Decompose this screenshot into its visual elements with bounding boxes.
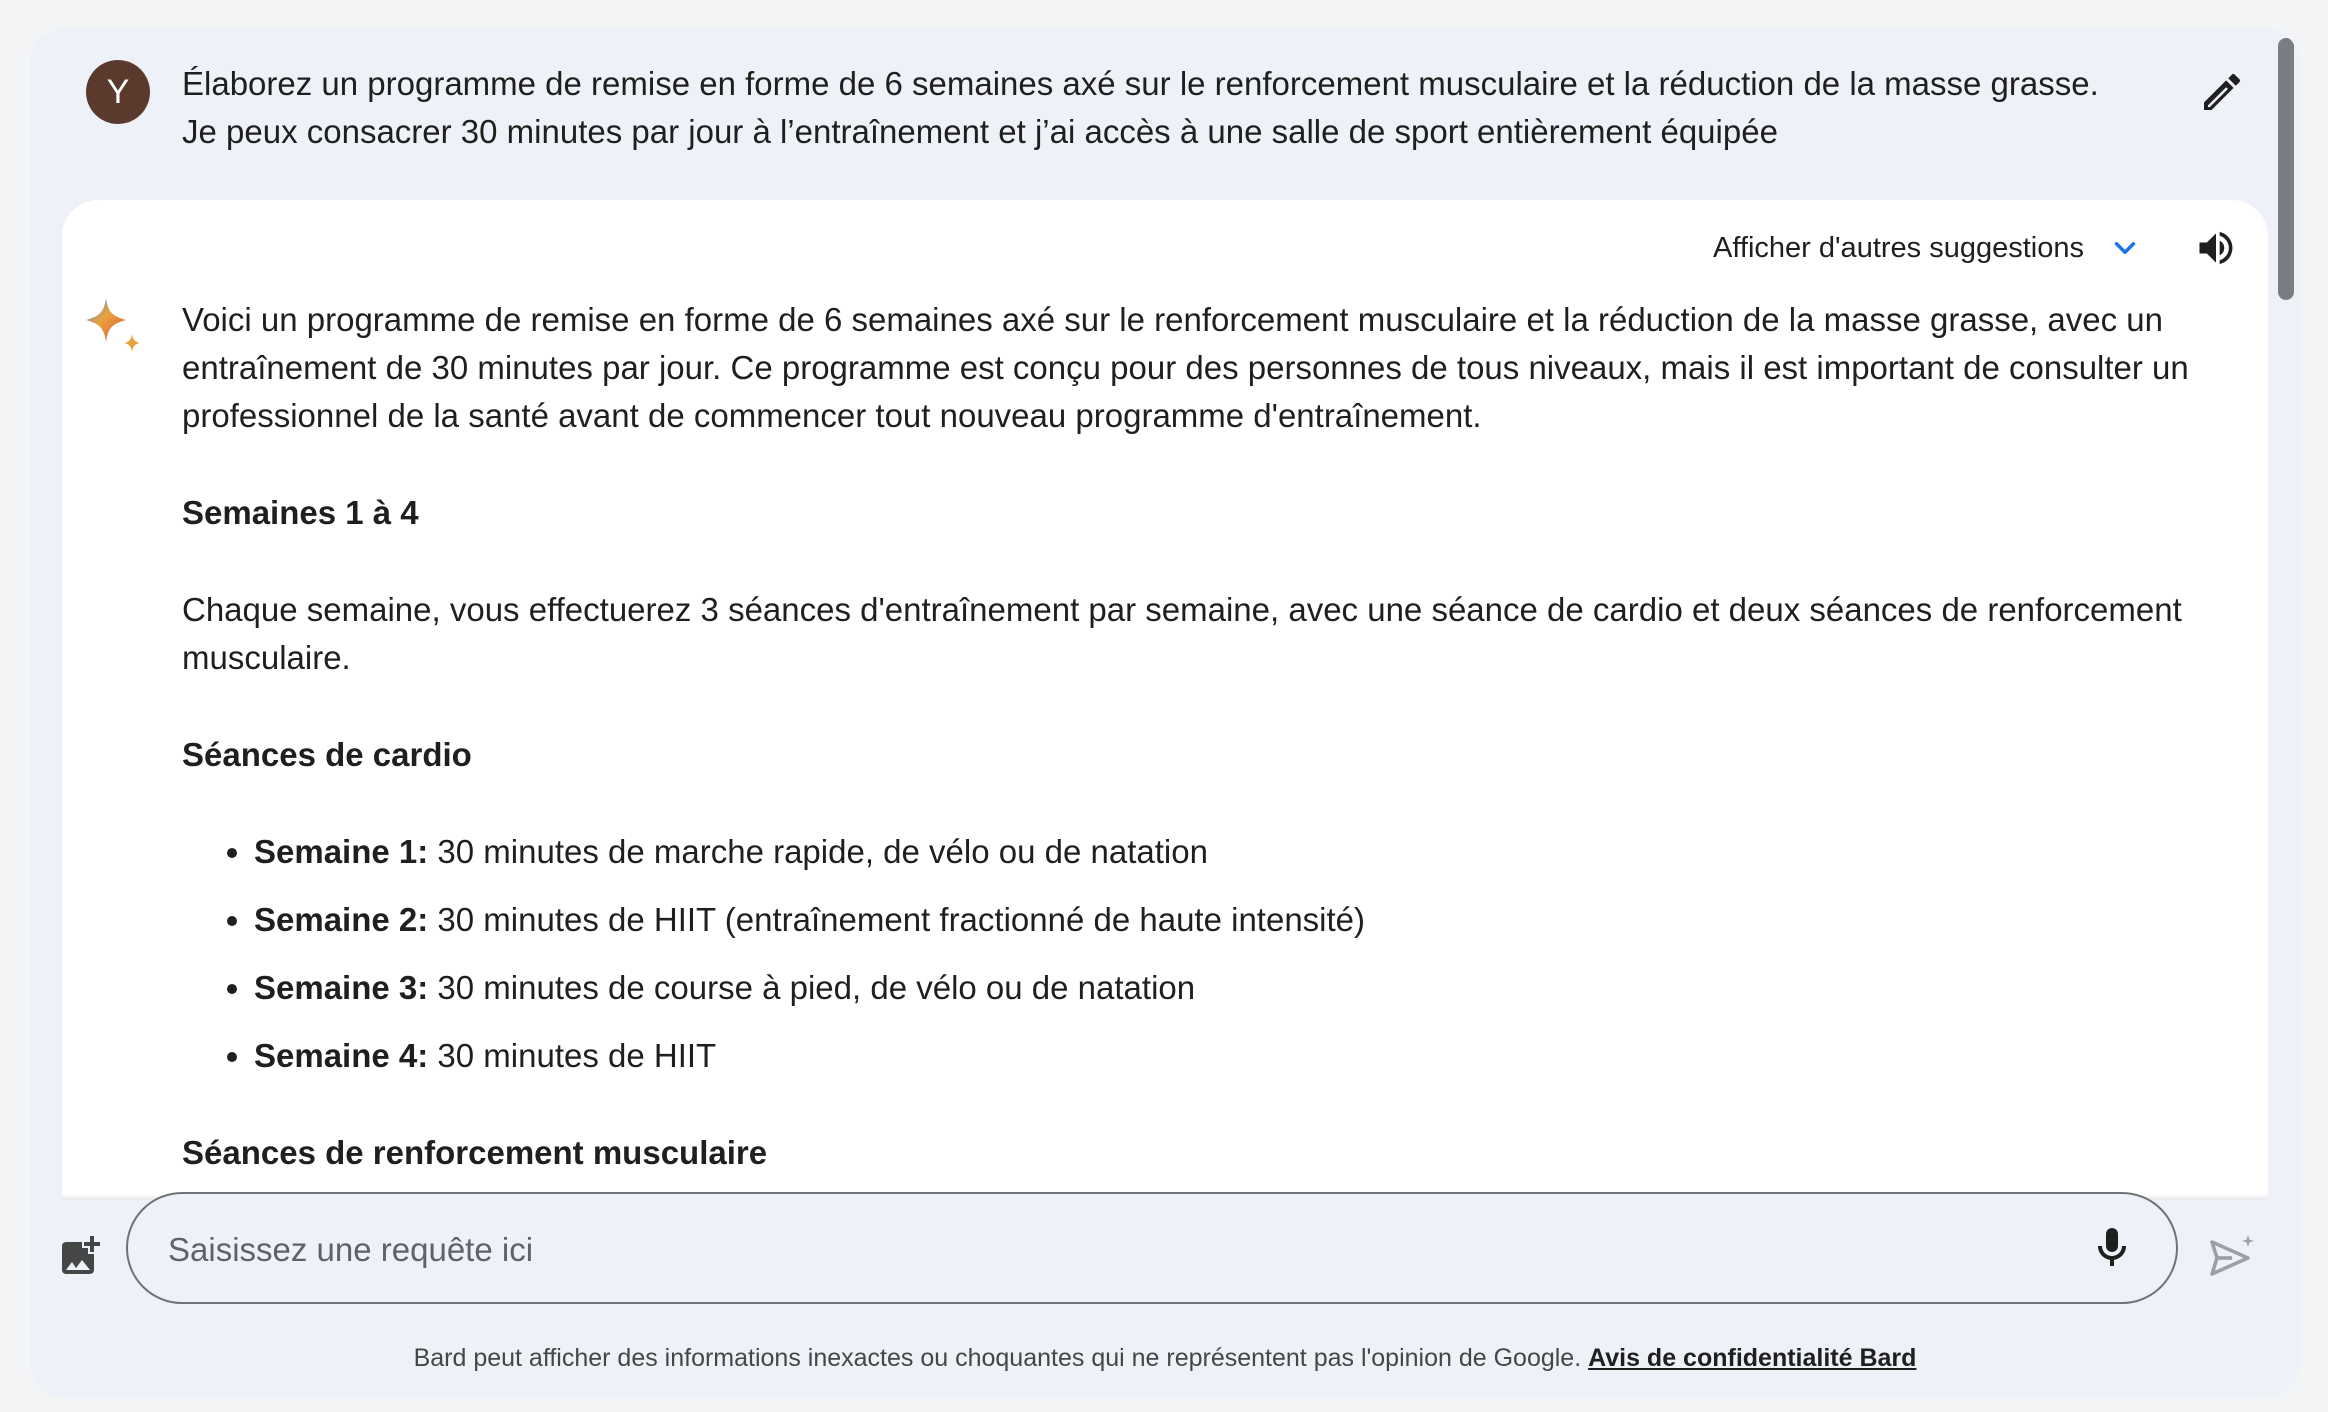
privacy-link[interactable]: Avis de confidentialité Bard [1588,1344,1917,1372]
list-item-text: 30 minutes de HIIT (entraînement fractionné de haute intensité) [428,901,1366,938]
list-item-week: Semaine 1: [254,833,429,870]
user-avatar[interactable]: Y [86,60,150,124]
chevron-down-icon [2108,231,2142,265]
other-suggestions-button[interactable] [1713,228,2142,268]
list-item [254,964,2242,1012]
list-item [254,896,2242,944]
prompt-input-area [30,1192,2300,1322]
section-heading-strength: Séances de renforcement musculaire [182,1134,768,1171]
prompt-input-box[interactable] [126,1192,2178,1304]
response-card [62,200,2268,1200]
user-message [86,60,2246,210]
list-item-text: 30 minutes de HIIT [428,1037,717,1074]
list-item-text: 30 minutes de course à pied, de vélo ou de natation [428,969,1196,1006]
edit-icon [2198,68,2246,116]
speaker-icon [2194,226,2238,270]
edit-prompt-button[interactable] [2198,68,2246,116]
upload-image-button[interactable] [56,1232,104,1280]
response-body [182,296,2242,1200]
prompt-input[interactable] [166,1220,2050,1280]
list-item-week: Semaine 2: [254,901,429,938]
sparkle-icon [82,296,146,360]
section-heading-weeks: Semaines 1 à 4 [182,494,419,531]
voice-input-button[interactable] [2088,1224,2136,1272]
list-item [254,828,2242,876]
send-button[interactable] [2206,1232,2258,1284]
other-suggestions-label: Afficher d'autres suggestions [1713,231,2084,264]
list-item-week: Semaine 3: [254,969,429,1006]
cardio-list [182,828,2242,1080]
list-item-week: Semaine 4: [254,1037,429,1074]
response-intro: Voici un programme de remise en forme de 6 semaines axé sur le renforcement musculaire et la réduction de la masse grasse, avec un entraînement de 30 minutes par jour. Ce programme est conçu pour des personnes de tous niveaux, mais il est important de consulter un professionnel de la santé avant de commencer tout nouveau programme d'entraînement. [182,301,2189,434]
listen-button[interactable] [2194,226,2238,270]
list-item-text: 30 minutes de marche rapide, de vélo ou de natation [428,833,1208,870]
user-prompt-text: Élaborez un programme de remise en forme de 6 semaines axé sur le renforcement musculaire et la réduction de la masse grasse. Je peux consacrer 30 minutes par jour à l’entraînement et j’ai accès à une salle de sport entièrement équipée [182,65,2099,150]
add-image-icon [56,1232,104,1280]
send-icon [2206,1232,2258,1284]
chat-window [30,28,2300,1398]
mic-icon [2088,1224,2136,1272]
list-item [254,1032,2242,1080]
scrollbar-thumb[interactable] [2278,38,2294,300]
disclaimer-text: Bard peut afficher des informations inexactes ou choquantes qui ne représentent pas l'opinion de Google. [413,1344,1589,1372]
section-text-weeks: Chaque semaine, vous effectuerez 3 séances d'entraînement par semaine, avec une séance de cardio et deux séances de renforcement musculaire. [182,591,2182,676]
disclaimer [30,1344,2300,1373]
section-heading-cardio: Séances de cardio [182,736,472,773]
